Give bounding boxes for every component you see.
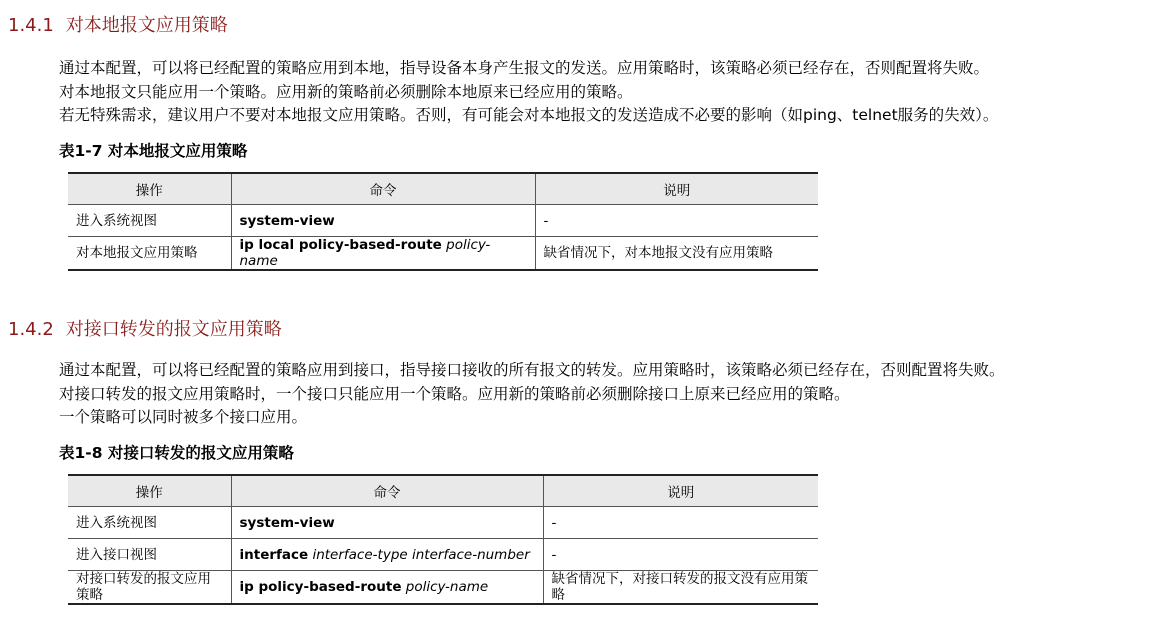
section-title: 对本地报文应用策略 xyxy=(65,15,228,36)
table-row xyxy=(68,539,818,571)
section-heading-1 xyxy=(8,15,228,37)
paragraph: 对本地报文只能应用一个策略。应用新的策略前必须删除本地原来已经应用的策略。 xyxy=(59,82,633,101)
column-header-description: 说明 xyxy=(535,173,818,205)
command-argument: policy-name xyxy=(239,237,491,269)
command-argument: interface-type interface-number xyxy=(312,546,530,563)
command-keyword: ip local policy-based-route xyxy=(239,237,442,253)
table-row xyxy=(68,571,818,605)
cell-command xyxy=(231,237,535,271)
cell-description: 缺省情况下，对接口转发的报文没有应用策略 xyxy=(543,571,818,605)
section-number: 1.4.1 xyxy=(8,15,54,36)
column-header-operation: 操作 xyxy=(68,173,231,205)
table-row xyxy=(68,205,818,237)
section-title: 对接口转发的报文应用策略 xyxy=(65,319,282,340)
command-keyword: interface xyxy=(239,546,309,563)
cell-operation: 进入接口视图 xyxy=(68,539,231,571)
paragraph: 通过本配置，可以将已经配置的策略应用到本地，指导设备本身产生报文的发送。应用策略时，该策略必须已经存在，否则配置将失败。 xyxy=(59,59,990,77)
section-number: 1.4.2 xyxy=(8,319,54,340)
command-keyword: system-view xyxy=(239,212,335,229)
cell-operation: 进入系统视图 xyxy=(68,507,231,539)
cell-operation: 进入系统视图 xyxy=(68,205,231,237)
paragraph: 通过本配置，可以将已经配置的策略应用到接口，指导接口接收的所有报文的转发。应用策略时，该策略必须已经存在，否则配置将失败。 xyxy=(59,361,1005,379)
section-body-1 xyxy=(59,57,998,128)
command-keyword: system-view xyxy=(239,514,335,531)
cell-operation: 对接口转发的报文应用策略 xyxy=(68,571,231,605)
section-heading-2 xyxy=(8,319,282,341)
paragraph: 对接口转发的报文应用策略时，一个接口只能应用一个策略。应用新的策略前必须删除接口上原来已经应用的策略。 xyxy=(59,384,850,403)
table-caption-1: 表1-7 对本地报文应用策略 xyxy=(59,142,248,160)
column-header-command: 命令 xyxy=(231,475,543,507)
column-header-operation: 操作 xyxy=(68,475,231,507)
command-argument: policy-name xyxy=(405,579,489,595)
table-header-row xyxy=(68,475,818,507)
cell-description: - xyxy=(535,205,818,237)
cell-command xyxy=(231,507,543,539)
paragraph: 一个策略可以同时被多个接口应用。 xyxy=(59,408,308,426)
column-header-description: 说明 xyxy=(543,475,818,507)
table-header-row xyxy=(68,173,818,205)
config-table-1 xyxy=(68,172,818,271)
cell-operation: 对本地报文应用策略 xyxy=(68,237,231,271)
table-caption-2: 表1-8 对接口转发的报文应用策略 xyxy=(59,444,294,462)
cell-command xyxy=(231,205,535,237)
cell-description: - xyxy=(543,507,818,539)
cell-command xyxy=(231,539,543,571)
section-body-2 xyxy=(59,359,1005,430)
command-keyword: ip policy-based-route xyxy=(239,579,402,595)
table-row xyxy=(68,237,818,271)
paragraph: 若无特殊需求，建议用户不要对本地报文应用策略。否则，有可能会对本地报文的发送造成不必要的影响（如ping、telnet服务的失效）。 xyxy=(59,106,999,124)
cell-command xyxy=(231,571,543,605)
cell-description: - xyxy=(543,539,818,571)
cell-description: 缺省情况下，对本地报文没有应用策略 xyxy=(535,237,818,271)
config-table-2 xyxy=(68,474,818,605)
table-row xyxy=(68,507,818,539)
column-header-command: 命令 xyxy=(231,173,535,205)
